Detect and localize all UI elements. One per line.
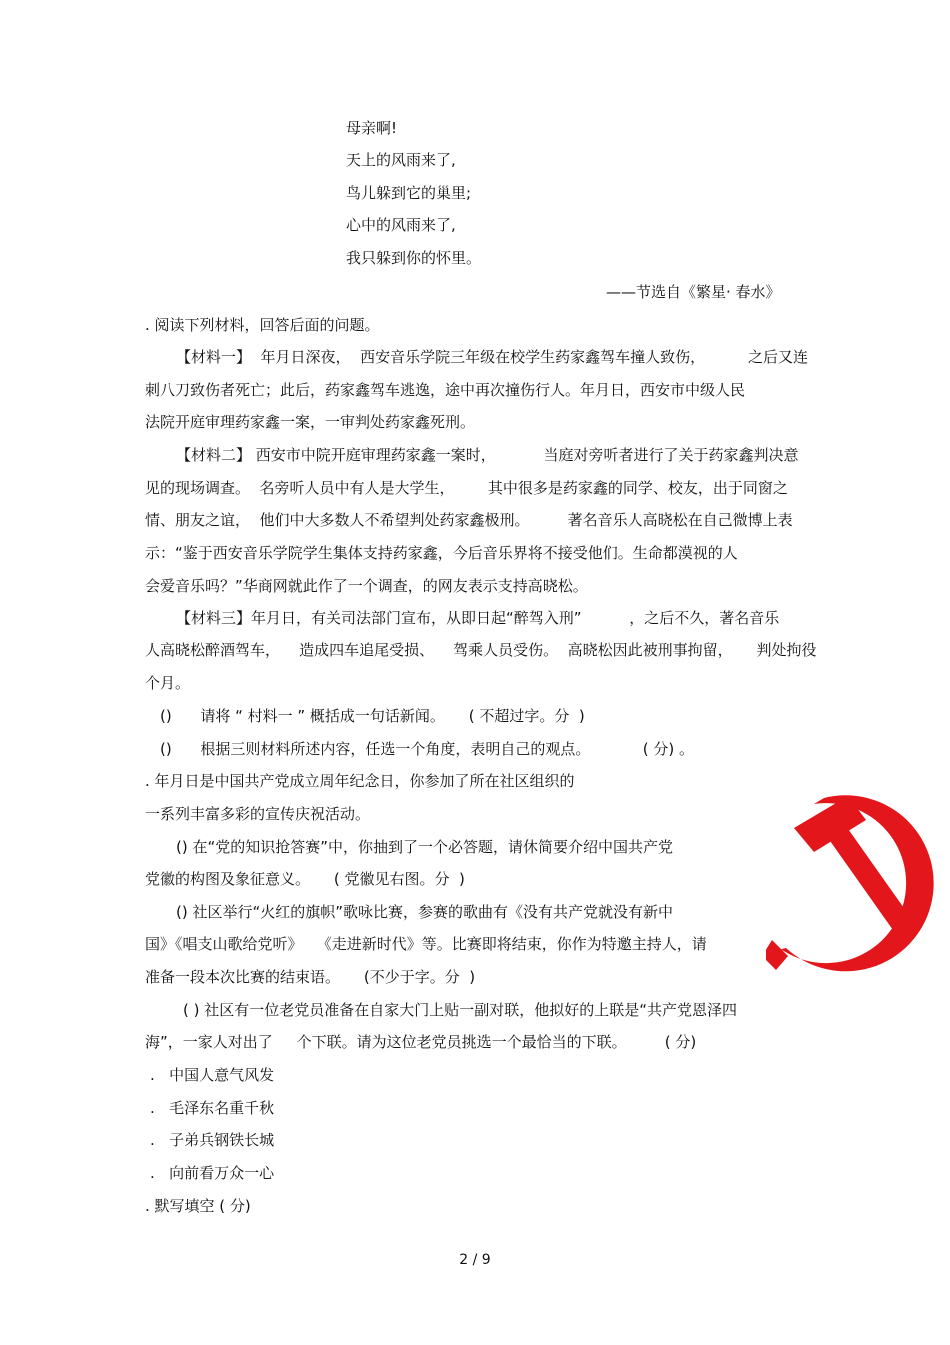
question-dictation: . 默写填空 ( 分) bbox=[145, 1197, 251, 1215]
answer-option: . 中国人意气风发 bbox=[150, 1066, 275, 1084]
sub-question-line: ( ) 社区有一位老党员准备在自家大门上贴一副对联，他拟好的上联是“共产党恩泽四 bbox=[183, 1001, 738, 1019]
sub-question-line: 国》《唱支山歌给党听》 《走进新时代》等。比赛即将结束，你作为特邀主持人，请 bbox=[145, 935, 707, 953]
sub-question-line: () 在“党的知识抢答赛”中，你抽到了一个必答题，请休简要介绍中国共产党 bbox=[176, 838, 674, 856]
page-number: 2 / 9 bbox=[459, 1252, 491, 1268]
material-two-line: 会爱音乐吗？”华商网就此作了一个调查，的网友表示支持高晓松。 bbox=[145, 577, 588, 595]
sub-question-line: 党徽的构图及象征意义。 ( 党徽见右图。分 ) bbox=[145, 870, 465, 888]
question-heading: . 阅读下列材料，回答后面的问题。 bbox=[145, 316, 380, 334]
answer-option: . 向前看万众一心 bbox=[150, 1164, 275, 1182]
material-two-line: 示：“鉴于西安音乐学院学生集体支持药家鑫，今后音乐界将不接受他们。生命都漠视的人 bbox=[145, 544, 738, 562]
material-two-line: 【材料二】 西安市中院开庭审理药家鑫一案时， 当庭对旁听者进行了关于药家鑫判决意 bbox=[176, 446, 799, 464]
poem-line: 天上的风雨来了, bbox=[346, 151, 456, 169]
material-three-line: 【材料三】年月日，有关司法部门宣布，从即日起“醉驾入刑” ，之后不久，著名音乐 bbox=[176, 609, 780, 627]
poem-line: 心中的风雨来了, bbox=[346, 216, 456, 234]
sub-question: () 根据三则材料所述内容，任选一个角度，表明自己的观点。 ( 分) 。 bbox=[160, 740, 695, 758]
question-intro-line: 一系列丰富多彩的宣传庆祝活动。 bbox=[145, 805, 371, 823]
sub-question: () 请将 “ 村料一 ” 概括成一句话新闻。 ( 不超过字。分 ) bbox=[160, 707, 585, 725]
poem-line: 鸟儿躲到它的巢里; bbox=[346, 184, 472, 202]
material-one-line: 法院开庭审理药家鑫一案，一审判处药家鑫死刑。 bbox=[145, 413, 476, 431]
material-two-line: 见的现场调查。 名旁听人员中有人是大学生， 其中很多是药家鑫的同学、校友，出于同窗之 bbox=[145, 479, 788, 497]
party-emblem-icon bbox=[766, 790, 946, 975]
material-two-line: 情、朋友之谊， 他们中大多数人不希望判处药家鑫极刑。 著名音乐人高晓松在自己微博上表 bbox=[145, 511, 793, 529]
material-one-line: 刺八刀致伤者死亡；此后，药家鑫驾车逃逸，途中再次撞伤行人。年月日，西安市中级人民 bbox=[145, 381, 746, 399]
answer-option: . 毛泽东名重千秋 bbox=[150, 1099, 275, 1117]
poem-source: ——节选自《繁星· 春水》 bbox=[606, 283, 781, 301]
material-three-line: 个月。 bbox=[145, 674, 191, 692]
sub-question-line: () 社区举行“火红的旗帜”歌咏比赛，参赛的歌曲有《没有共产党就没有新中 bbox=[176, 903, 674, 921]
material-three-line: 人高晓松醉酒驾车， 造成四车追尾受损、 驾乘人员受伤。 高晓松因此被刑事拘留， 判处拘役 bbox=[145, 641, 817, 659]
answer-option: . 子弟兵钢铁长城 bbox=[150, 1131, 275, 1149]
material-one-line: 【材料一】 年月日深夜， 西安音乐学院三年级在校学生药家鑫驾车撞人致伤， 之后又连 bbox=[176, 348, 808, 366]
question-intro-line: . 年月日是中国共产党成立周年纪念日，你参加了所在社区组织的 bbox=[145, 772, 575, 790]
poem-line: 母亲啊! bbox=[346, 119, 398, 137]
sub-question-line: 海”，一家人对出了 个下联。请为这位老党员挑选一个最恰当的下联。 ( 分) bbox=[145, 1033, 697, 1051]
sub-question-line: 准备一段本次比赛的结束语。 (不少于字。分 ) bbox=[145, 968, 476, 986]
poem-line: 我只躲到你的怀里。 bbox=[346, 249, 482, 267]
